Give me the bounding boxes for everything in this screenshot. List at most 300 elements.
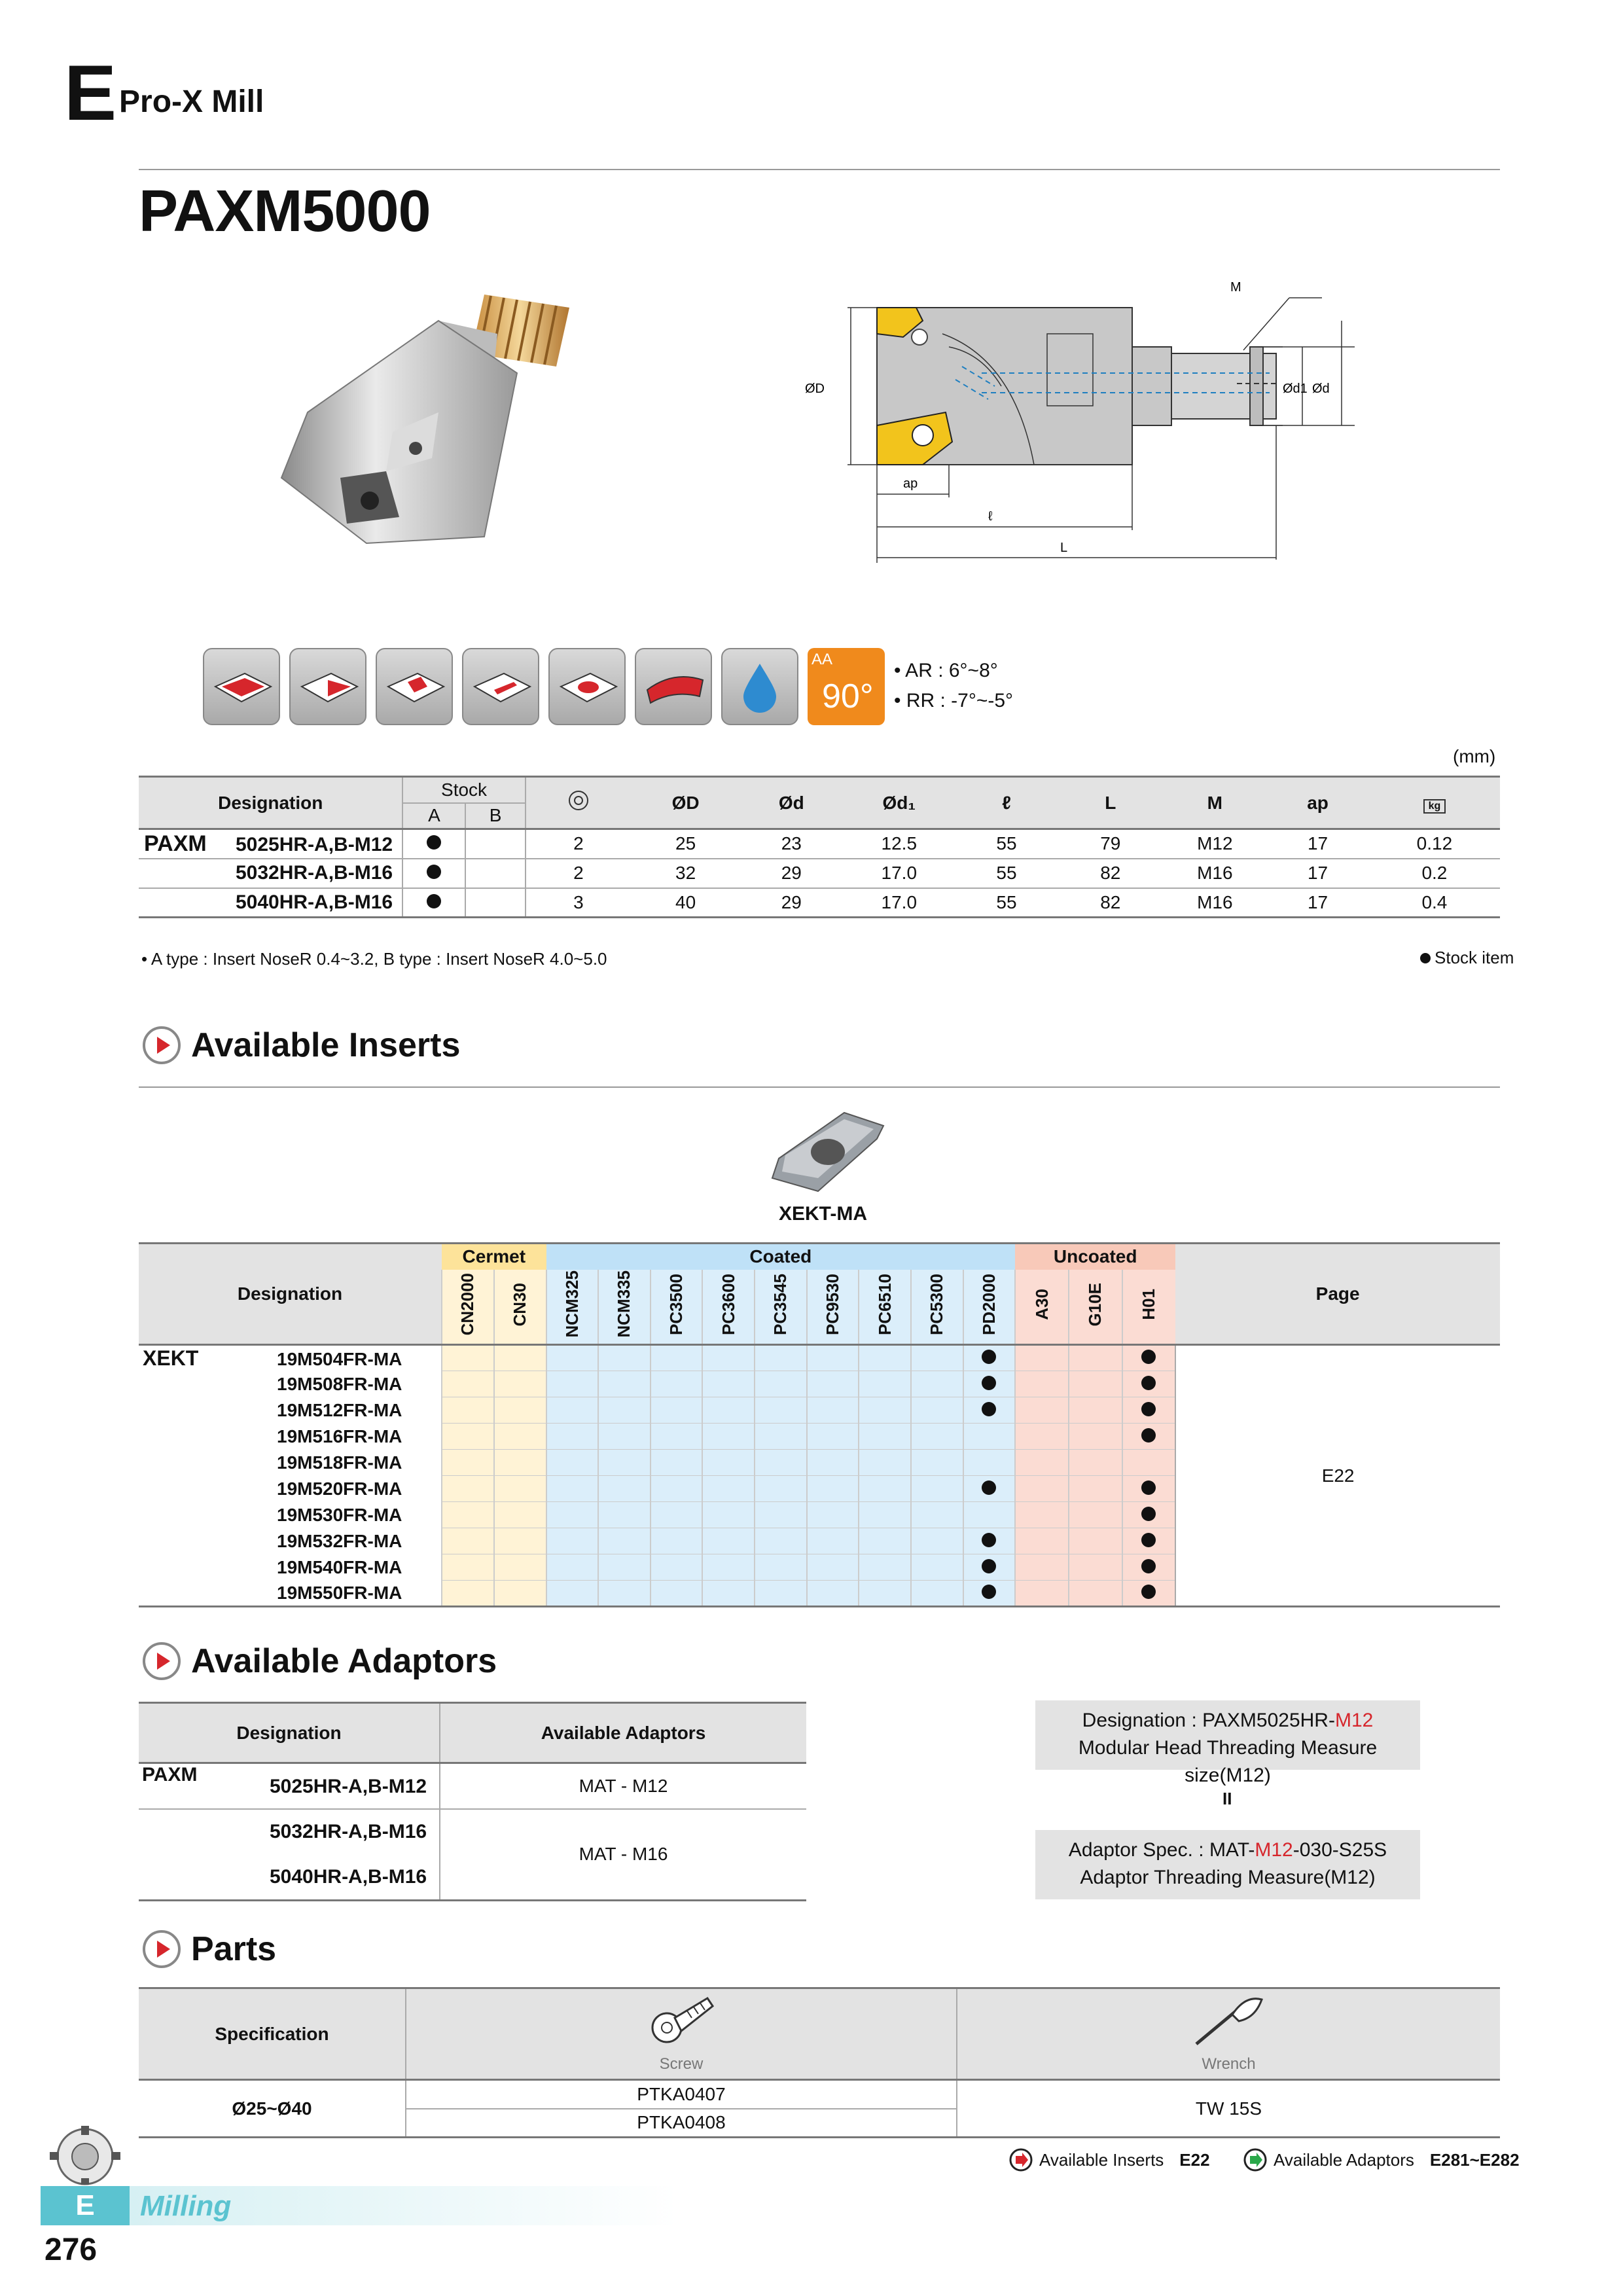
- grade-label: PC3545: [770, 1273, 791, 1335]
- spec-cell-d1: 17.0: [881, 891, 918, 912]
- col-stock: Stock: [402, 777, 525, 803]
- dim-M-label: M: [1230, 280, 1241, 295]
- grade-cell: [963, 1345, 1016, 1371]
- badge-label: AA: [812, 651, 833, 668]
- wrench-code: TW 15S: [957, 2080, 1500, 2138]
- grade-cell: [442, 1371, 494, 1397]
- grade-cell: [1015, 1476, 1069, 1502]
- grade-cell: [702, 1554, 755, 1581]
- grade-cell: [494, 1581, 546, 1607]
- grade-header: [651, 1270, 703, 1345]
- grade-cell: [598, 1554, 651, 1581]
- grade-cell: [546, 1502, 599, 1528]
- grade-cell: [546, 1476, 599, 1502]
- grade-cell: [1015, 1450, 1069, 1476]
- grade-cell: [755, 1554, 807, 1581]
- insert-designation-cell: [139, 1502, 442, 1528]
- adp-adaptor: MAT - M16: [440, 1809, 806, 1901]
- grade-cell: [859, 1581, 911, 1607]
- grade-cell: [494, 1424, 546, 1450]
- inserts-rule: [139, 1086, 1500, 1088]
- grade-cell: [1122, 1554, 1176, 1581]
- grade-cell: [651, 1424, 703, 1450]
- ins-col-designation: Designation: [139, 1244, 442, 1345]
- grade-cell: [911, 1581, 963, 1607]
- insert-designation-cell: [139, 1424, 442, 1450]
- spec-cell-M: M16: [1197, 863, 1233, 883]
- grade-cell: [651, 1528, 703, 1554]
- group-uncoated: Uncoated: [1015, 1244, 1175, 1270]
- grade-header: [911, 1270, 963, 1345]
- availability-dot: [1141, 1350, 1156, 1364]
- grade-cell: [963, 1371, 1016, 1397]
- adp-col-adaptors: Available Adaptors: [440, 1703, 806, 1763]
- grade-cell: [1122, 1528, 1176, 1554]
- spec-row: [139, 859, 1500, 888]
- grade-header: [1015, 1270, 1069, 1345]
- wrench-label: Wrench: [1202, 2055, 1256, 2073]
- spec-cell-kg: 0.2: [1421, 863, 1448, 883]
- stock-a-cell: [402, 829, 465, 859]
- grade-cell: [546, 1581, 599, 1607]
- adaptors-heading: [143, 1641, 497, 1681]
- spec-cell-d: 23: [781, 833, 802, 854]
- grade-header: [807, 1270, 859, 1345]
- footer-band: [130, 2186, 1500, 2225]
- spec-cell-kg: 0.4: [1421, 891, 1448, 912]
- grade-cell: [1015, 1424, 1069, 1450]
- grade-header: [702, 1270, 755, 1345]
- spec-cell-ap: 17: [1307, 863, 1329, 883]
- inserts-title: Available Inserts: [191, 1026, 461, 1064]
- grade-cell: [807, 1581, 859, 1607]
- spec-cell-z: 2: [573, 863, 584, 883]
- grade-cell: [755, 1476, 807, 1502]
- grade-cell: [598, 1371, 651, 1397]
- play-icon: [143, 1026, 181, 1064]
- grade-cell: [546, 1345, 599, 1371]
- spec-cell-L: 82: [1100, 891, 1121, 912]
- spec-table: [139, 776, 1500, 918]
- parts-table: [139, 1987, 1500, 2138]
- group-coated: Coated: [546, 1244, 1016, 1270]
- dim-D-label: ØD: [805, 382, 825, 396]
- col-L: L: [1105, 792, 1116, 813]
- stock-legend-text: Stock item: [1435, 948, 1514, 967]
- grade-cell: [1015, 1397, 1069, 1424]
- spec-cell-D: 32: [675, 863, 696, 883]
- stock-dot: [427, 865, 441, 879]
- grade-cell: [546, 1554, 599, 1581]
- series-code: PAXM: [144, 831, 207, 856]
- grade-cell: [598, 1502, 651, 1528]
- grade-cell: [1069, 1581, 1122, 1607]
- box2-suffix: -030-S25S: [1293, 1839, 1387, 1861]
- grade-cell: [1015, 1345, 1069, 1371]
- spec-cell-ap: 17: [1307, 891, 1329, 912]
- grade-label: NCM335: [614, 1270, 634, 1338]
- grade-cell: [755, 1450, 807, 1476]
- grade-cell: [651, 1397, 703, 1424]
- grade-label: PC3600: [718, 1273, 738, 1335]
- grade-cell: [651, 1502, 703, 1528]
- grade-cell: [442, 1502, 494, 1528]
- spec-designation-cell: [139, 859, 402, 888]
- adaptor-spec-box: [1035, 1830, 1420, 1899]
- spec-cell-M: M16: [1197, 891, 1233, 912]
- spec-row: [139, 888, 1500, 918]
- screw-code: PTKA0407: [406, 2080, 957, 2109]
- parts-title: Parts: [191, 1930, 277, 1968]
- grade-cell: [807, 1371, 859, 1397]
- grade-header: [755, 1270, 807, 1345]
- grade-cell: [494, 1450, 546, 1476]
- grade-cell: [598, 1581, 651, 1607]
- parts-spec: Ø25~Ø40: [139, 2080, 406, 2138]
- availability-dot: [982, 1480, 996, 1495]
- grade-cell: [651, 1345, 703, 1371]
- grade-cell: [494, 1554, 546, 1581]
- grade-cell: [859, 1450, 911, 1476]
- coolant-drop-icon: [721, 648, 798, 725]
- adp-designation: 5025HR-A,B-M12: [270, 1776, 427, 1797]
- inserts-link[interactable]: [1009, 2148, 1210, 2172]
- screw-code: PTKA0408: [406, 2109, 957, 2138]
- grade-cell: [859, 1528, 911, 1554]
- grade-cell: [442, 1581, 494, 1607]
- availability-dot: [982, 1585, 996, 1599]
- dim-l-label: ℓ: [988, 509, 993, 524]
- grade-cell: [859, 1397, 911, 1424]
- spec-designation-cell: [139, 888, 402, 918]
- grade-label: PC9530: [822, 1273, 842, 1335]
- grade-cell: [1015, 1554, 1069, 1581]
- grade-cell: [702, 1476, 755, 1502]
- grade-cell: [807, 1528, 859, 1554]
- grade-cell: [963, 1476, 1016, 1502]
- insert-designation-cell: [139, 1345, 442, 1371]
- rake-angles: [894, 648, 1013, 725]
- insert-name: XEKT-MA: [779, 1203, 867, 1225]
- grade-cell: [494, 1502, 546, 1528]
- grade-cell: [1069, 1476, 1122, 1502]
- insert-designation-cell: [139, 1528, 442, 1554]
- col-stock-a: A: [402, 803, 465, 829]
- inserts-link-label[interactable]: Available Inserts: [1039, 2149, 1164, 2170]
- availability-dot: [1141, 1376, 1156, 1390]
- grade-cell: [911, 1371, 963, 1397]
- availability-dot: [1141, 1559, 1156, 1573]
- grade-cell: [755, 1371, 807, 1397]
- grade-cell: [859, 1345, 911, 1371]
- spec-cell-M: M12: [1197, 833, 1233, 854]
- grade-cell: [911, 1397, 963, 1424]
- grade-cell: [807, 1502, 859, 1528]
- stock-b-cell: [465, 829, 525, 859]
- box1-red: M12: [1334, 1710, 1374, 1731]
- spec-designation: 5032HR-A,B-M16: [236, 862, 393, 884]
- stock-a-cell: [402, 859, 465, 888]
- adp-row-1: [139, 1763, 440, 1809]
- grade-cell: [494, 1397, 546, 1424]
- dimension-drawing: [785, 268, 1407, 576]
- inserts-table: [139, 1242, 1500, 1607]
- parts-col-screw: [406, 1988, 957, 2080]
- insert-designation-cell: [139, 1450, 442, 1476]
- grade-cell: [442, 1554, 494, 1581]
- profiling-icon: [635, 648, 712, 725]
- stock-dot: [427, 894, 441, 908]
- grade-cell: [598, 1528, 651, 1554]
- grade-cell: [546, 1528, 599, 1554]
- spec-cell-z: 2: [573, 833, 584, 854]
- grade-cell: [442, 1450, 494, 1476]
- grade-header: [859, 1270, 911, 1345]
- chapter-tab: E: [41, 2186, 130, 2225]
- spec-cell-D: 25: [675, 833, 696, 854]
- stock-a-cell: [402, 888, 465, 918]
- insert-designation: 19M504FR-MA: [277, 1348, 402, 1369]
- grade-label: NCM325: [562, 1270, 582, 1338]
- grade-cell: [963, 1424, 1016, 1450]
- ramping-icon: [462, 648, 539, 725]
- grade-cell: [651, 1554, 703, 1581]
- grade-cell: [859, 1424, 911, 1450]
- grade-cell: [546, 1371, 599, 1397]
- availability-dot: [1141, 1507, 1156, 1521]
- weight-label: kg: [1423, 799, 1446, 814]
- insert-row: [139, 1345, 1500, 1371]
- play-icon: [143, 1930, 181, 1968]
- grade-cell: [1069, 1502, 1122, 1528]
- grade-label: A30: [1031, 1288, 1052, 1320]
- grade-cell: [546, 1450, 599, 1476]
- grade-cell: [651, 1581, 703, 1607]
- grade-cell: [859, 1476, 911, 1502]
- slotting-icon: [376, 648, 453, 725]
- grade-cell: [755, 1345, 807, 1371]
- box2-prefix: Adaptor Spec. : MAT-: [1068, 1839, 1255, 1861]
- screw-icon: [649, 1992, 714, 2051]
- parts-col-wrench: [957, 1988, 1500, 2080]
- grade-cell: [755, 1397, 807, 1424]
- grade-header: [1122, 1270, 1176, 1345]
- stock-b-cell: [465, 888, 525, 918]
- group-cermet: Cermet: [442, 1244, 546, 1270]
- box2-line2: Adaptor Threading Measure(M12): [1080, 1867, 1376, 1888]
- insert-series: XEKT: [143, 1346, 199, 1370]
- adaptors-title: Available Adaptors: [191, 1642, 497, 1680]
- weight-icon: [1369, 777, 1500, 829]
- grade-cell: [859, 1371, 911, 1397]
- grade-cell: [702, 1345, 755, 1371]
- availability-dot: [982, 1350, 996, 1364]
- grade-cell: [755, 1581, 807, 1607]
- grade-label: PC6510: [874, 1273, 895, 1335]
- grade-cell: [1069, 1345, 1122, 1371]
- category-label: Milling: [140, 2190, 232, 2222]
- col-designation: Designation: [218, 792, 323, 813]
- green-arrow-icon: [1243, 2148, 1267, 2172]
- grade-cell: [1069, 1397, 1122, 1424]
- grade-cell: [755, 1502, 807, 1528]
- grade-cell: [911, 1345, 963, 1371]
- insert-designation-cell: [139, 1476, 442, 1502]
- grade-cell: [442, 1476, 494, 1502]
- grade-cell: [807, 1345, 859, 1371]
- approach-angle-badge: [808, 648, 885, 725]
- insert-designation-cell: [139, 1554, 442, 1581]
- availability-dot: [1141, 1533, 1156, 1547]
- grade-cell: [1069, 1424, 1122, 1450]
- ins-col-page: Page: [1175, 1244, 1500, 1345]
- designation-box: [1035, 1700, 1420, 1786]
- red-arrow-icon: [1009, 2148, 1033, 2172]
- spec-cell-ap: 17: [1307, 833, 1329, 854]
- grade-cell: [911, 1424, 963, 1450]
- grade-cell: [651, 1371, 703, 1397]
- adp-adaptor: MAT - M12: [440, 1763, 806, 1809]
- grade-cell: [598, 1397, 651, 1424]
- box2-red: M12: [1255, 1839, 1293, 1861]
- grade-cell: [963, 1581, 1016, 1607]
- spec-designation: 5040HR-A,B-M16: [236, 891, 393, 913]
- grade-cell: [963, 1554, 1016, 1581]
- grade-label: CN2000: [457, 1273, 478, 1336]
- spec-row: [139, 829, 1500, 859]
- col-D: ØD: [671, 792, 700, 813]
- parts-col-spec: Specification: [215, 2023, 329, 2044]
- grade-cell: [702, 1581, 755, 1607]
- dim-d1-label: Ød1: [1283, 382, 1308, 396]
- col-M: M: [1207, 792, 1222, 813]
- grade-cell: [598, 1450, 651, 1476]
- plunging-icon: [548, 648, 626, 725]
- availability-dot: [982, 1533, 996, 1547]
- grade-cell: [494, 1345, 546, 1371]
- availability-dot: [982, 1402, 996, 1416]
- spec-cell-d: 29: [781, 863, 802, 883]
- insert-face-icon: [203, 648, 280, 725]
- milling-cutter-icon: [39, 2121, 131, 2186]
- grade-cell: [494, 1528, 546, 1554]
- grade-header: [546, 1270, 599, 1345]
- grade-cell: [1122, 1581, 1176, 1607]
- grade-label: G10E: [1085, 1282, 1105, 1326]
- grade-header: [494, 1270, 546, 1345]
- grade-cell: [963, 1397, 1016, 1424]
- product-photo: [268, 281, 596, 556]
- series-name: Pro-X Mill: [119, 84, 264, 119]
- spec-designation-cell: [139, 829, 402, 859]
- insert-designation: 19M512FR-MA: [277, 1399, 402, 1420]
- grade-cell: [1122, 1450, 1176, 1476]
- col-stock-b: B: [465, 803, 525, 829]
- insert-designation-cell: [139, 1581, 442, 1607]
- availability-dot: [982, 1376, 996, 1390]
- grade-cell: [702, 1528, 755, 1554]
- insert-designation: 19M520FR-MA: [277, 1478, 402, 1499]
- insert-count-icon: [526, 777, 632, 829]
- grade-header: [1069, 1270, 1122, 1345]
- grade-cell: [702, 1371, 755, 1397]
- availability-dot: [1141, 1585, 1156, 1599]
- grade-cell: [911, 1528, 963, 1554]
- insert-designation: 19M550FR-MA: [277, 1582, 402, 1603]
- spec-cell-d1: 17.0: [881, 863, 918, 883]
- adp-series: PAXM: [142, 1764, 198, 1785]
- grade-cell: [494, 1371, 546, 1397]
- grade-cell: [546, 1424, 599, 1450]
- grade-cell: [442, 1528, 494, 1554]
- grade-cell: [807, 1424, 859, 1450]
- insert-designation: 19M508FR-MA: [277, 1373, 402, 1394]
- grade-label: PD2000: [978, 1273, 999, 1335]
- adaptors-link[interactable]: [1243, 2148, 1520, 2172]
- spec-cell-D: 40: [675, 891, 696, 912]
- spec-cell-z: 3: [573, 891, 584, 912]
- grade-cell: [442, 1397, 494, 1424]
- grade-cell: [807, 1397, 859, 1424]
- spec-cell-L: 82: [1100, 863, 1121, 883]
- stock-b-cell: [465, 859, 525, 888]
- grade-cell: [1015, 1502, 1069, 1528]
- adp-col-designation: Designation: [236, 1722, 342, 1743]
- stock-dot: [427, 835, 441, 850]
- adp-designation: 5040HR-A,B-M16: [270, 1865, 427, 1888]
- insert-page-ref: E22: [1175, 1345, 1500, 1607]
- availability-dot: [982, 1559, 996, 1573]
- box1-prefix: Designation : PAXM5025HR-: [1082, 1710, 1335, 1731]
- grade-cell: [911, 1476, 963, 1502]
- wrench-icon: [1190, 1992, 1268, 2051]
- grade-cell: [598, 1476, 651, 1502]
- col-d1: Ød₁: [882, 792, 916, 813]
- grade-cell: [702, 1424, 755, 1450]
- adaptors-table: [139, 1702, 806, 1901]
- spec-cell-d: 29: [781, 891, 802, 912]
- grade-header: [442, 1270, 494, 1345]
- grade-cell: [1122, 1502, 1176, 1528]
- grade-cell: [702, 1397, 755, 1424]
- grade-cell: [807, 1450, 859, 1476]
- grade-cell: [963, 1528, 1016, 1554]
- equals-sign: II: [1222, 1789, 1232, 1808]
- unit-label: (mm): [1453, 746, 1496, 766]
- shoulder-milling-icon: [289, 648, 366, 725]
- header-rule: [139, 169, 1500, 170]
- adaptors-link-page[interactable]: E281~E282: [1429, 2149, 1520, 2170]
- spec-cell-kg: 0.12: [1416, 833, 1453, 854]
- insert-designation: 19M530FR-MA: [277, 1504, 402, 1525]
- page-title: PAXM5000: [139, 179, 431, 244]
- grade-cell: [911, 1502, 963, 1528]
- spec-cell-l: 55: [996, 863, 1017, 883]
- grade-label: CN30: [510, 1282, 530, 1326]
- insert-designation: 19M532FR-MA: [277, 1530, 402, 1551]
- inserts-link-page[interactable]: E22: [1179, 2149, 1210, 2170]
- grade-cell: [859, 1554, 911, 1581]
- col-ap: ap: [1307, 792, 1329, 813]
- grade-cell: [1122, 1345, 1176, 1371]
- insert-designation: 19M518FR-MA: [277, 1452, 402, 1473]
- grade-cell: [963, 1450, 1016, 1476]
- table-note: • A type : Insert NoseR 0.4~3.2, B type : Insert NoseR 4.0~5.0: [141, 949, 607, 969]
- col-d: Ød: [778, 792, 804, 813]
- adaptors-link-label[interactable]: Available Adaptors: [1274, 2149, 1414, 2170]
- spec-cell-l: 55: [996, 833, 1017, 854]
- grade-cell: [1069, 1450, 1122, 1476]
